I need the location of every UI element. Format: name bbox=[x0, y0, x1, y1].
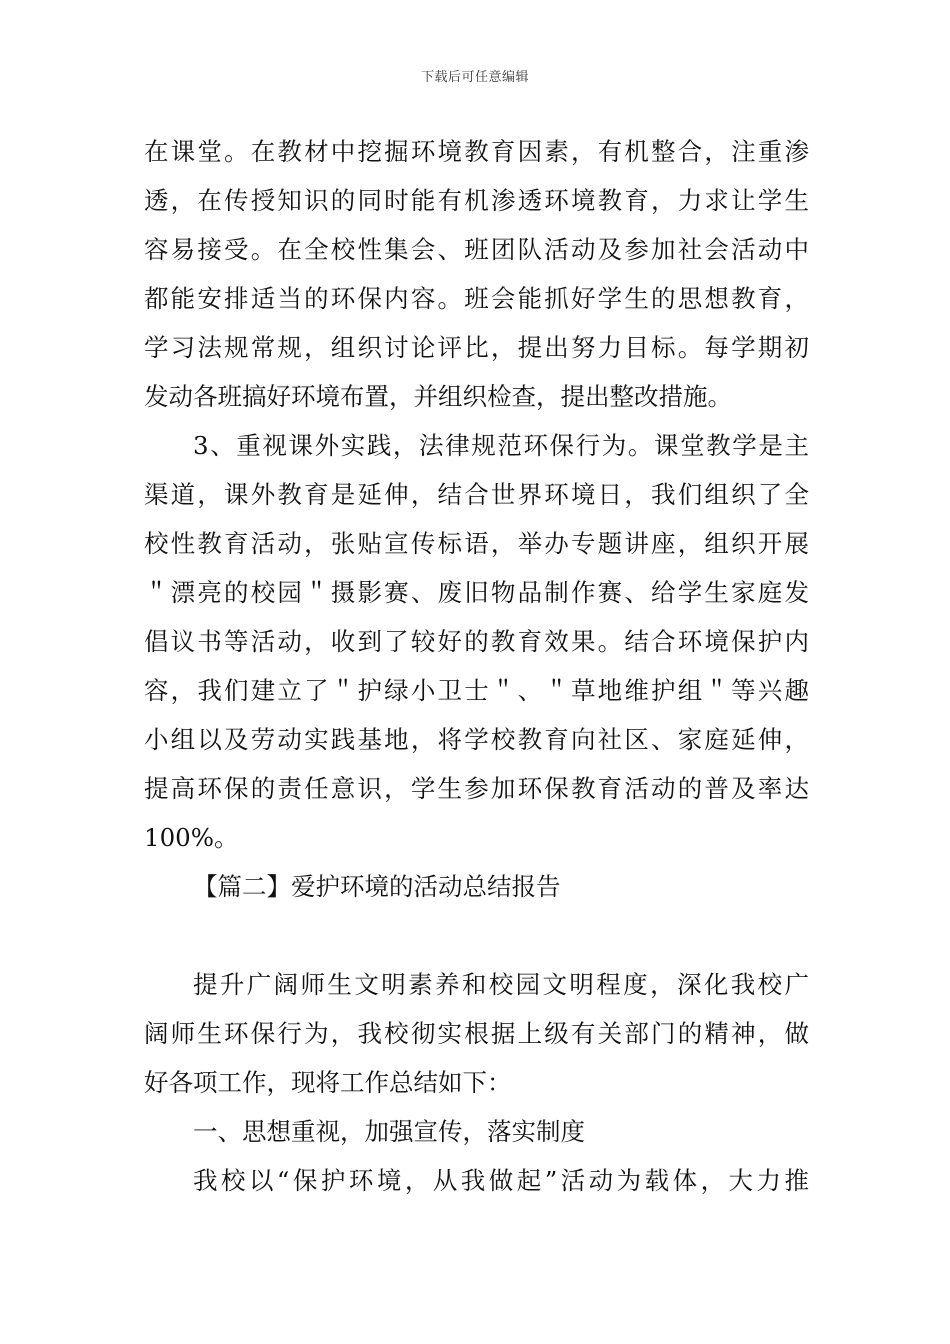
subsection-heading: 一、思想重视，加强宣传，落实制度 bbox=[193, 1117, 585, 1146]
text-line: 倡议书等活动，收到了较好的教育效果。结合环境保护内 bbox=[144, 627, 809, 656]
text-line: 好各项工作，现将工作总结如下： bbox=[144, 1068, 512, 1097]
document-body bbox=[144, 127, 809, 1205]
section-heading: 【篇二】爱护环境的活动总结报告 bbox=[193, 872, 561, 901]
page-header-note: 下载后可任意编辑 bbox=[420, 70, 529, 85]
text-line: 我校以“保护环境，从我做起”活动为载体，大力推 bbox=[193, 1166, 809, 1195]
text-line: 透，在传授知识的同时能有机渗透环境教育，力求让学生 bbox=[144, 186, 809, 215]
text-line: 学习法规常规，组织讨论评比，提出努力目标。每学期初 bbox=[144, 333, 809, 362]
text-line: 3、重视课外实践，法律规范环保行为。课堂教学是主 bbox=[193, 431, 809, 460]
text-line: 100%。 bbox=[144, 823, 239, 852]
text-line: 都能安排适当的环保内容。班会能抓好学生的思想教育， bbox=[144, 284, 809, 313]
text-line: 容，我们建立了＂护绿小卫士＂、＂草地维护组＂等兴趣 bbox=[144, 676, 809, 705]
text-line: 渠道，课外教育是延伸，结合世界环境日，我们组织了全 bbox=[144, 480, 809, 509]
text-line: 发动各班搞好环境布置，并组织检查，提出整改措施。 bbox=[144, 382, 732, 411]
text-line: 校性教育活动，张贴宣传标语，举办专题讲座，组织开展 bbox=[144, 529, 809, 558]
text-line: 容易接受。在全校性集会、班团队活动及参加社会活动中 bbox=[144, 235, 809, 264]
text-line: ＂漂亮的校园＂摄影赛、废旧物品制作赛、给学生家庭发 bbox=[144, 578, 809, 607]
blank-line bbox=[144, 911, 809, 960]
text-line: 小组以及劳动实践基地，将学校教育向社区、家庭延伸， bbox=[144, 725, 809, 754]
text-line: 提升广阔师生文明素养和校园文明程度，深化我校广 bbox=[193, 970, 809, 999]
text-line: 阔师生环保行为，我校彻实根据上级有关部门的精神，做 bbox=[144, 1019, 809, 1048]
text-line: 提高环保的责任意识，学生参加环保教育活动的普及率达 bbox=[144, 774, 809, 803]
text-line: 在课堂。在教材中挖掘环境教育因素，有机整合，注重渗 bbox=[144, 137, 809, 166]
